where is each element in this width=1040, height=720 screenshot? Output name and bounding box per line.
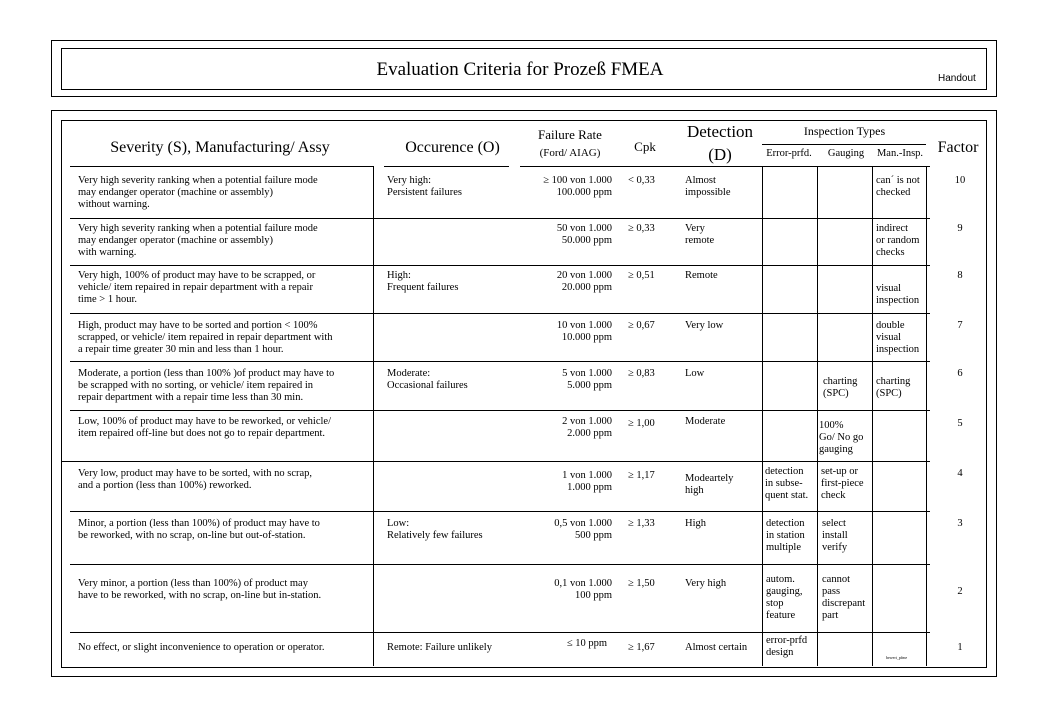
row5-detection: Low [685, 368, 705, 379]
row9-error-prfd: autom. gauging, stop feature [766, 574, 803, 621]
row5-gauging: charting (SPC) [823, 376, 858, 399]
header-detection-2: (D) [708, 145, 732, 164]
row3-cpk: ≥ 0,51 [628, 270, 655, 281]
row8-failure-rate: 0,5 von 1.000 500 ppm [554, 518, 612, 541]
row7-factor: 4 [957, 468, 963, 479]
row-divider [70, 265, 930, 266]
row2-factor: 9 [957, 223, 963, 234]
row2-cpk: ≥ 0,33 [628, 223, 655, 234]
row2-severity: Very high severity ranking when a potential failure mode may endanger operator (machine or assembly) with warning. [78, 223, 318, 258]
row9-severity: Very minor, a portion (less than 100%) of product may have to be reworked, with no scrap, on-line but in-station. [78, 578, 322, 601]
row8-cpk: ≥ 1,33 [628, 518, 655, 529]
handout-label: Handout [938, 73, 976, 84]
header-man-insp: Man.-Insp. [876, 148, 924, 159]
row6-detection: Moderate [685, 416, 726, 427]
row3-man-insp: visual inspection [876, 283, 920, 306]
row7-severity: Very low, product may have to be sorted, with no scrap, and a portion (less than 100%) reworked. [78, 468, 313, 491]
row6-failure-rate: 2 von 1.000 2.000 ppm [562, 416, 612, 439]
row2-man-insp: indirect or random checks [876, 223, 920, 258]
row10-cpk: ≥ 1,67 [628, 642, 655, 653]
row4-factor: 7 [957, 320, 963, 331]
row9-gauging: cannot pass discrepant part [822, 574, 866, 621]
header-underline-severity [70, 166, 373, 167]
row-divider [70, 218, 930, 219]
row2-failure-rate: 50 von 1.000 50.000 ppm [556, 223, 612, 246]
row-divider [62, 461, 930, 462]
row5-cpk: ≥ 0,83 [628, 368, 655, 379]
row5-failure-rate: 5 von 1.000 5.000 ppm [562, 368, 612, 391]
row6-cpk: ≥ 1,00 [628, 418, 655, 429]
row1-severity: Very high severity ranking when a potential failure mode may endanger operator (machine or assembly) without warning. [78, 175, 318, 210]
row7-gauging: set-up or first-piece check [821, 466, 864, 501]
row-divider [70, 511, 930, 512]
row-divider [70, 313, 930, 314]
row10-occurence: Remote: Failure unlikely [387, 642, 492, 653]
row8-gauging: select install verify [822, 518, 848, 553]
row8-detection: High [685, 518, 706, 529]
row-divider [70, 361, 930, 362]
inspection-types-divider [762, 144, 926, 145]
col-line-c [872, 166, 873, 666]
row-divider [70, 564, 930, 565]
row3-detection: Remote [685, 270, 718, 281]
row7-error-prfd: detection in subse- quent stat. [765, 466, 809, 501]
row-divider [70, 632, 930, 633]
row7-cpk: ≥ 1,17 [628, 470, 655, 481]
row2-detection: Very remote [685, 223, 715, 246]
row8-severity: Minor, a portion (less than 100%) of product may have to be reworked, with no scrap, on-line but out-of-station. [78, 518, 320, 541]
row4-failure-rate: 10 von 1.000 10.000 ppm [556, 320, 612, 343]
row1-detection: Almost impossible [685, 175, 731, 198]
row10-failure-rate: ≤ 10 ppm [566, 638, 607, 649]
row10-factor: 1 [957, 642, 963, 653]
header-cpk: Cpk [634, 139, 656, 154]
row5-factor: 6 [957, 368, 963, 379]
row9-cpk: ≥ 1,50 [628, 578, 655, 589]
footnote-code: bewert_pfme [886, 655, 908, 660]
col-line-d [926, 166, 927, 666]
header-detection-1: Detection [686, 122, 754, 141]
row10-severity: No effect, or slight inconvenience to operation or operator. [78, 642, 325, 653]
row6-factor: 5 [957, 418, 963, 429]
row1-man-insp: can´ is not checked [876, 175, 920, 198]
header-error-prfd: Error-prfd. [766, 148, 812, 159]
row-divider [70, 410, 930, 411]
row6-gauging: 100% Go/ No go gauging [819, 420, 864, 455]
row4-cpk: ≥ 0,67 [628, 320, 655, 331]
header-inspection-types: Inspection Types [803, 124, 886, 138]
header-underline-rest [520, 166, 930, 167]
col-line-severity [373, 166, 374, 666]
row3-factor: 8 [957, 270, 963, 281]
row10-detection: Almost certain [685, 642, 748, 653]
row4-man-insp: double visual inspection [876, 320, 920, 355]
row1-factor: 10 [954, 175, 966, 186]
row3-occurence: High: Frequent failures [387, 270, 459, 293]
row1-occurence: Very high: Persistent failures [387, 175, 462, 198]
page-title: Evaluation Criteria for Prozeß FMEA [376, 59, 664, 80]
row4-detection: Very low [685, 320, 724, 331]
row10-error-prfd: error-prfd design [766, 635, 808, 658]
row5-severity: Moderate, a portion (less than 100% )of product may have to be scrapped with no sorting, or vehicle/ item repaired in repair department with a repair time less than 30 min. [78, 368, 335, 403]
row6-severity: Low, 100% of product may have to be reworked, or vehicle/ item repaired off-line but does not go to repair department. [78, 416, 331, 439]
row3-failure-rate: 20 von 1.000 20.000 ppm [556, 270, 612, 293]
header-severity: Severity (S), Manufacturing/ Assy [110, 139, 330, 156]
row8-factor: 3 [957, 518, 963, 529]
header-factor: Factor [937, 139, 979, 156]
row8-error-prfd: detection in station multiple [766, 518, 805, 553]
header-underline-occurence [384, 166, 509, 167]
header-gauging: Gauging [827, 148, 865, 159]
row9-failure-rate: 0,1 von 1.000 100 ppm [554, 578, 612, 601]
header-failure-rate-1: Failure Rate [538, 127, 602, 142]
header-failure-rate-2: (Ford/ AIAG) [539, 147, 601, 159]
row5-occurence: Moderate: Occasional failures [387, 368, 468, 391]
row7-detection: Modeartely high [685, 473, 734, 496]
row1-cpk: < 0,33 [628, 175, 655, 186]
row4-severity: High, product may have to be sorted and portion < 100% scrapped, or vehicle/ item repaired in repair department with a repair time greater 30 min and less than 1 hour. [78, 320, 333, 355]
row1-failure-rate: ≥ 100 von 1.000 100.000 ppm [543, 175, 612, 198]
col-line-b [817, 166, 818, 666]
col-line-a [762, 166, 763, 666]
header-occurence: Occurence (O) [405, 139, 500, 156]
row5-man-insp: charting (SPC) [876, 376, 911, 399]
row7-failure-rate: 1 von 1.000 1.000 ppm [562, 470, 612, 493]
row9-detection: Very high [685, 578, 727, 589]
row9-factor: 2 [957, 586, 963, 597]
row8-occurence: Low: Relatively few failures [387, 518, 483, 541]
row3-severity: Very high, 100% of product may have to be scrapped, or vehicle/ item repaired in repair department with a repair time > 1 hour. [78, 270, 316, 305]
